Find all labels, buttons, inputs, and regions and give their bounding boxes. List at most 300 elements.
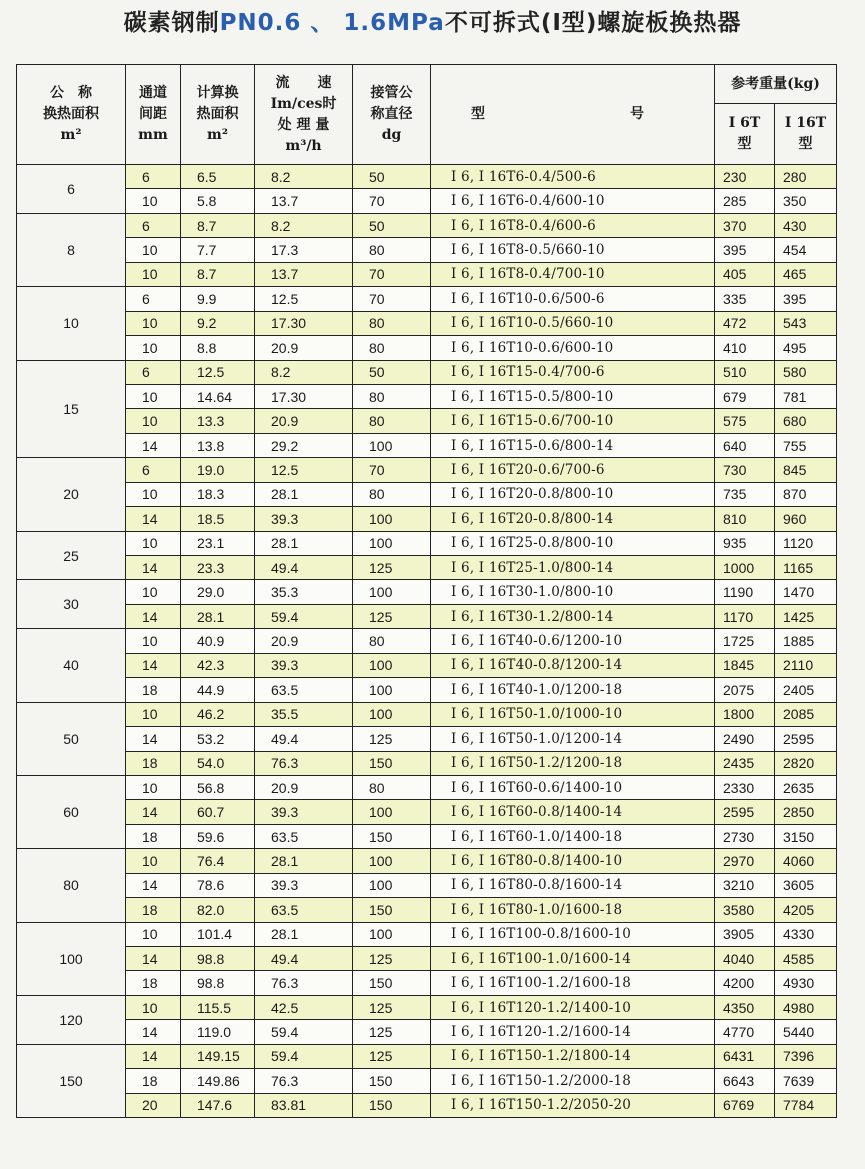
weight-16t-cell: 845 xyxy=(775,458,837,482)
flow-cell: 59.4 xyxy=(255,1020,353,1044)
flow-cell: 8.2 xyxy=(255,213,353,237)
model-cell: Ⅰ 6, Ⅰ 16T40-0.8/1200-14 xyxy=(431,653,715,677)
calc-area-cell: 8.8 xyxy=(181,336,255,360)
header-model: 型 号 xyxy=(431,65,715,165)
header-area: 公 称 换热面积 m² xyxy=(17,65,126,165)
area-group-cell: 60 xyxy=(17,775,126,848)
weight-16t-cell: 1470 xyxy=(775,580,837,604)
weight-16t-cell: 4980 xyxy=(775,995,837,1019)
calc-area-cell: 60.7 xyxy=(181,800,255,824)
weight-6t-cell: 4200 xyxy=(715,971,775,995)
flow-cell: 28.1 xyxy=(255,849,353,873)
model-cell: Ⅰ 6, Ⅰ 16T20-0.8/800-10 xyxy=(431,482,715,506)
gap-cell: 18 xyxy=(126,751,181,775)
weight-16t-cell: 4205 xyxy=(775,898,837,922)
model-cell: Ⅰ 6, Ⅰ 16T25-1.0/800-14 xyxy=(431,556,715,580)
area-group-cell: 8 xyxy=(17,213,126,286)
calc-area-cell: 28.1 xyxy=(181,604,255,628)
table-row xyxy=(17,433,837,457)
flow-cell: 35.3 xyxy=(255,580,353,604)
table-row xyxy=(17,287,837,311)
model-cell: Ⅰ 6, Ⅰ 16T120-1.2/1400-10 xyxy=(431,995,715,1019)
table-row xyxy=(17,775,837,799)
table-row xyxy=(17,995,837,1019)
flow-cell: 42.5 xyxy=(255,995,353,1019)
table-row xyxy=(17,311,837,335)
model-cell: Ⅰ 6, Ⅰ 16T8-0.5/660-10 xyxy=(431,238,715,262)
calc-area-cell: 14.64 xyxy=(181,384,255,408)
gap-cell: 10 xyxy=(126,995,181,1019)
weight-16t-cell: 755 xyxy=(775,433,837,457)
table-row xyxy=(17,898,837,922)
gap-cell: 14 xyxy=(126,507,181,531)
calc-area-cell: 13.3 xyxy=(181,409,255,433)
table-row xyxy=(17,238,837,262)
weight-6t-cell: 405 xyxy=(715,262,775,286)
model-cell: Ⅰ 6, Ⅰ 16T15-0.6/800-14 xyxy=(431,433,715,457)
calc-area-cell: 76.4 xyxy=(181,849,255,873)
weight-16t-cell: 2110 xyxy=(775,653,837,677)
weight-16t-cell: 4930 xyxy=(775,971,837,995)
pipe-diameter-cell: 100 xyxy=(353,702,431,726)
pipe-diameter-cell: 100 xyxy=(353,800,431,824)
weight-6t-cell: 1800 xyxy=(715,702,775,726)
calc-area-cell: 8.7 xyxy=(181,262,255,286)
table-row xyxy=(17,947,837,971)
flow-cell: 20.9 xyxy=(255,336,353,360)
weight-6t-cell: 1725 xyxy=(715,629,775,653)
model-cell: Ⅰ 6, Ⅰ 16T100-1.0/1600-14 xyxy=(431,947,715,971)
model-cell: Ⅰ 6, Ⅰ 16T30-1.2/800-14 xyxy=(431,604,715,628)
spec-table xyxy=(16,64,837,1118)
pipe-diameter-cell: 80 xyxy=(353,775,431,799)
gap-cell: 14 xyxy=(126,727,181,751)
weight-6t-cell: 6769 xyxy=(715,1093,775,1117)
weight-16t-cell: 1425 xyxy=(775,604,837,628)
flow-cell: 12.5 xyxy=(255,287,353,311)
table-row xyxy=(17,1069,837,1093)
flow-cell: 13.7 xyxy=(255,262,353,286)
model-cell: Ⅰ 6, Ⅰ 16T8-0.4/700-10 xyxy=(431,262,715,286)
model-cell: Ⅰ 6, Ⅰ 16T80-1.0/1600-18 xyxy=(431,898,715,922)
model-cell: Ⅰ 6, Ⅰ 16T10-0.6/600-10 xyxy=(431,336,715,360)
weight-16t-cell: 1165 xyxy=(775,556,837,580)
gap-cell: 18 xyxy=(126,971,181,995)
calc-area-cell: 23.1 xyxy=(181,531,255,555)
calc-area-cell: 115.5 xyxy=(181,995,255,1019)
gap-cell: 6 xyxy=(126,458,181,482)
weight-6t-cell: 2730 xyxy=(715,824,775,848)
table-row xyxy=(17,189,837,213)
weight-6t-cell: 395 xyxy=(715,238,775,262)
weight-6t-cell: 2970 xyxy=(715,849,775,873)
weight-16t-cell: 430 xyxy=(775,213,837,237)
model-cell: Ⅰ 6, Ⅰ 16T50-1.2/1200-18 xyxy=(431,751,715,775)
calc-area-cell: 9.2 xyxy=(181,311,255,335)
area-group-cell: 40 xyxy=(17,629,126,702)
pipe-diameter-cell: 150 xyxy=(353,751,431,775)
weight-6t-cell: 1000 xyxy=(715,556,775,580)
calc-area-cell: 147.6 xyxy=(181,1093,255,1117)
gap-cell: 10 xyxy=(126,409,181,433)
table-row xyxy=(17,824,837,848)
flow-cell: 8.2 xyxy=(255,360,353,384)
flow-cell: 63.5 xyxy=(255,898,353,922)
pipe-diameter-cell: 80 xyxy=(353,629,431,653)
area-group-cell: 20 xyxy=(17,458,126,531)
gap-cell: 18 xyxy=(126,824,181,848)
pipe-diameter-cell: 125 xyxy=(353,556,431,580)
pipe-diameter-cell: 125 xyxy=(353,604,431,628)
pipe-diameter-cell: 125 xyxy=(353,947,431,971)
weight-6t-cell: 2490 xyxy=(715,727,775,751)
model-cell: Ⅰ 6, Ⅰ 16T50-1.0/1200-14 xyxy=(431,727,715,751)
pipe-diameter-cell: 70 xyxy=(353,262,431,286)
flow-cell: 12.5 xyxy=(255,458,353,482)
weight-16t-cell: 465 xyxy=(775,262,837,286)
weight-16t-cell: 2850 xyxy=(775,800,837,824)
weight-6t-cell: 4040 xyxy=(715,947,775,971)
weight-6t-cell: 472 xyxy=(715,311,775,335)
weight-6t-cell: 3580 xyxy=(715,898,775,922)
gap-cell: 10 xyxy=(126,238,181,262)
weight-16t-cell: 1885 xyxy=(775,629,837,653)
calc-area-cell: 8.7 xyxy=(181,213,255,237)
weight-6t-cell: 730 xyxy=(715,458,775,482)
flow-cell: 59.4 xyxy=(255,604,353,628)
flow-cell: 28.1 xyxy=(255,531,353,555)
area-group-cell: 120 xyxy=(17,995,126,1044)
title-pressure: PN0.6 、 1.6MPa xyxy=(219,10,445,36)
table-row xyxy=(17,165,837,189)
weight-16t-cell: 781 xyxy=(775,384,837,408)
pipe-diameter-cell: 80 xyxy=(353,336,431,360)
weight-16t-cell: 350 xyxy=(775,189,837,213)
pipe-diameter-cell: 50 xyxy=(353,360,431,384)
table-row xyxy=(17,213,837,237)
flow-cell: 76.3 xyxy=(255,1069,353,1093)
calc-area-cell: 13.8 xyxy=(181,433,255,457)
weight-6t-cell: 2435 xyxy=(715,751,775,775)
table-row xyxy=(17,580,837,604)
weight-16t-cell: 680 xyxy=(775,409,837,433)
gap-cell: 14 xyxy=(126,433,181,457)
table-row xyxy=(17,873,837,897)
weight-6t-cell: 4350 xyxy=(715,995,775,1019)
calc-area-cell: 29.0 xyxy=(181,580,255,604)
weight-16t-cell: 495 xyxy=(775,336,837,360)
calc-area-cell: 7.7 xyxy=(181,238,255,262)
header-weight-6t: Ⅰ 6T 型 xyxy=(715,104,775,165)
weight-16t-cell: 454 xyxy=(775,238,837,262)
weight-16t-cell: 3150 xyxy=(775,824,837,848)
model-cell: Ⅰ 6, Ⅰ 16T50-1.0/1000-10 xyxy=(431,702,715,726)
weight-16t-cell: 543 xyxy=(775,311,837,335)
gap-cell: 10 xyxy=(126,262,181,286)
gap-cell: 10 xyxy=(126,384,181,408)
calc-area-cell: 149.86 xyxy=(181,1069,255,1093)
flow-cell: 49.4 xyxy=(255,947,353,971)
flow-cell: 49.4 xyxy=(255,556,353,580)
weight-16t-cell: 7639 xyxy=(775,1069,837,1093)
table-row xyxy=(17,384,837,408)
calc-area-cell: 40.9 xyxy=(181,629,255,653)
flow-cell: 17.3 xyxy=(255,238,353,262)
gap-cell: 18 xyxy=(126,1069,181,1093)
calc-area-cell: 78.6 xyxy=(181,873,255,897)
weight-16t-cell: 960 xyxy=(775,507,837,531)
pipe-diameter-cell: 100 xyxy=(353,678,431,702)
header-weight-16t: Ⅰ 16T 型 xyxy=(775,104,837,165)
pipe-diameter-cell: 80 xyxy=(353,409,431,433)
weight-6t-cell: 4770 xyxy=(715,1020,775,1044)
table-row xyxy=(17,727,837,751)
pipe-diameter-cell: 100 xyxy=(353,922,431,946)
weight-6t-cell: 3210 xyxy=(715,873,775,897)
weight-6t-cell: 810 xyxy=(715,507,775,531)
flow-cell: 83.81 xyxy=(255,1093,353,1117)
flow-cell: 28.1 xyxy=(255,482,353,506)
weight-16t-cell: 3605 xyxy=(775,873,837,897)
gap-cell: 18 xyxy=(126,898,181,922)
flow-cell: 76.3 xyxy=(255,971,353,995)
model-cell: Ⅰ 6, Ⅰ 16T150-1.2/2050-20 xyxy=(431,1093,715,1117)
pipe-diameter-cell: 125 xyxy=(353,1020,431,1044)
table-row xyxy=(17,531,837,555)
table-row xyxy=(17,1093,837,1117)
model-cell: Ⅰ 6, Ⅰ 16T40-0.6/1200-10 xyxy=(431,629,715,653)
flow-cell: 49.4 xyxy=(255,727,353,751)
model-cell: Ⅰ 6, Ⅰ 16T15-0.5/800-10 xyxy=(431,384,715,408)
pipe-diameter-cell: 100 xyxy=(353,507,431,531)
gap-cell: 14 xyxy=(126,800,181,824)
gap-cell: 20 xyxy=(126,1093,181,1117)
weight-16t-cell: 4585 xyxy=(775,947,837,971)
flow-cell: 35.5 xyxy=(255,702,353,726)
model-cell: Ⅰ 6, Ⅰ 16T10-0.5/660-10 xyxy=(431,311,715,335)
model-cell: Ⅰ 6, Ⅰ 16T8-0.4/600-6 xyxy=(431,213,715,237)
flow-cell: 13.7 xyxy=(255,189,353,213)
flow-cell: 29.2 xyxy=(255,433,353,457)
weight-6t-cell: 335 xyxy=(715,287,775,311)
table-row xyxy=(17,971,837,995)
header-pipe: 接管公 称直径 dg xyxy=(353,65,431,165)
model-cell: Ⅰ 6, Ⅰ 16T100-1.2/1600-18 xyxy=(431,971,715,995)
flow-cell: 17.30 xyxy=(255,384,353,408)
flow-cell: 8.2 xyxy=(255,165,353,189)
flow-cell: 17.30 xyxy=(255,311,353,335)
gap-cell: 14 xyxy=(126,947,181,971)
weight-16t-cell: 2085 xyxy=(775,702,837,726)
pipe-diameter-cell: 125 xyxy=(353,1044,431,1068)
model-cell: Ⅰ 6, Ⅰ 16T25-0.8/800-10 xyxy=(431,531,715,555)
pipe-diameter-cell: 125 xyxy=(353,727,431,751)
pipe-diameter-cell: 70 xyxy=(353,458,431,482)
gap-cell: 10 xyxy=(126,775,181,799)
flow-cell: 28.1 xyxy=(255,922,353,946)
model-cell: Ⅰ 6, Ⅰ 16T20-0.6/700-6 xyxy=(431,458,715,482)
table-row xyxy=(17,336,837,360)
pipe-diameter-cell: 125 xyxy=(353,995,431,1019)
table-body xyxy=(17,165,837,1118)
pipe-diameter-cell: 100 xyxy=(353,849,431,873)
calc-area-cell: 18.3 xyxy=(181,482,255,506)
weight-16t-cell: 4060 xyxy=(775,849,837,873)
table-row xyxy=(17,507,837,531)
gap-cell: 10 xyxy=(126,336,181,360)
area-group-cell: 80 xyxy=(17,849,126,922)
flow-cell: 20.9 xyxy=(255,775,353,799)
flow-cell: 39.3 xyxy=(255,507,353,531)
title-type: 不可拆式(Ⅰ型)螺旋板换热器 xyxy=(444,10,742,36)
calc-area-cell: 18.5 xyxy=(181,507,255,531)
calc-area-cell: 56.8 xyxy=(181,775,255,799)
weight-16t-cell: 5440 xyxy=(775,1020,837,1044)
table-row xyxy=(17,458,837,482)
calc-area-cell: 59.6 xyxy=(181,824,255,848)
pipe-diameter-cell: 100 xyxy=(353,531,431,555)
weight-6t-cell: 6431 xyxy=(715,1044,775,1068)
gap-cell: 10 xyxy=(126,189,181,213)
weight-6t-cell: 575 xyxy=(715,409,775,433)
table-row xyxy=(17,482,837,506)
table-row xyxy=(17,751,837,775)
pipe-diameter-cell: 80 xyxy=(353,238,431,262)
table-row xyxy=(17,604,837,628)
calc-area-cell: 19.0 xyxy=(181,458,255,482)
model-cell: Ⅰ 6, Ⅰ 16T60-1.0/1400-18 xyxy=(431,824,715,848)
weight-16t-cell: 2820 xyxy=(775,751,837,775)
calc-area-cell: 54.0 xyxy=(181,751,255,775)
gap-cell: 18 xyxy=(126,678,181,702)
calc-area-cell: 9.9 xyxy=(181,287,255,311)
flow-cell: 39.3 xyxy=(255,653,353,677)
gap-cell: 14 xyxy=(126,873,181,897)
gap-cell: 10 xyxy=(126,702,181,726)
weight-6t-cell: 1845 xyxy=(715,653,775,677)
table-row xyxy=(17,678,837,702)
pipe-diameter-cell: 100 xyxy=(353,580,431,604)
weight-16t-cell: 870 xyxy=(775,482,837,506)
calc-area-cell: 82.0 xyxy=(181,898,255,922)
weight-6t-cell: 1170 xyxy=(715,604,775,628)
flow-cell: 63.5 xyxy=(255,678,353,702)
table-row xyxy=(17,556,837,580)
header-weight: 参考重量(kg) xyxy=(715,65,837,104)
gap-cell: 14 xyxy=(126,1020,181,1044)
area-group-cell: 10 xyxy=(17,287,126,360)
weight-6t-cell: 3905 xyxy=(715,922,775,946)
calc-area-cell: 119.0 xyxy=(181,1020,255,1044)
weight-16t-cell: 2595 xyxy=(775,727,837,751)
header-gap: 通道 间距 mm xyxy=(126,65,181,165)
pipe-diameter-cell: 100 xyxy=(353,653,431,677)
gap-cell: 6 xyxy=(126,287,181,311)
model-cell: Ⅰ 6, Ⅰ 16T60-0.8/1400-14 xyxy=(431,800,715,824)
gap-cell: 14 xyxy=(126,556,181,580)
model-cell: Ⅰ 6, Ⅰ 16T60-0.6/1400-10 xyxy=(431,775,715,799)
gap-cell: 6 xyxy=(126,213,181,237)
pipe-diameter-cell: 150 xyxy=(353,824,431,848)
model-cell: Ⅰ 6, Ⅰ 16T10-0.6/500-6 xyxy=(431,287,715,311)
weight-6t-cell: 370 xyxy=(715,213,775,237)
pipe-diameter-cell: 70 xyxy=(353,189,431,213)
weight-16t-cell: 7396 xyxy=(775,1044,837,1068)
flow-cell: 76.3 xyxy=(255,751,353,775)
flow-cell: 39.3 xyxy=(255,873,353,897)
gap-cell: 10 xyxy=(126,629,181,653)
weight-6t-cell: 935 xyxy=(715,531,775,555)
weight-16t-cell: 4330 xyxy=(775,922,837,946)
weight-6t-cell: 2595 xyxy=(715,800,775,824)
table-row xyxy=(17,629,837,653)
weight-16t-cell: 2635 xyxy=(775,775,837,799)
model-cell: Ⅰ 6, Ⅰ 16T20-0.8/800-14 xyxy=(431,507,715,531)
pipe-diameter-cell: 80 xyxy=(353,311,431,335)
calc-area-cell: 44.9 xyxy=(181,678,255,702)
weight-16t-cell: 2405 xyxy=(775,678,837,702)
header-flow: 流 速 Im/ces时 处 理 量 m³/h xyxy=(255,65,353,165)
flow-cell: 39.3 xyxy=(255,800,353,824)
weight-6t-cell: 410 xyxy=(715,336,775,360)
model-cell: Ⅰ 6, Ⅰ 16T15-0.4/700-6 xyxy=(431,360,715,384)
model-cell: Ⅰ 6, Ⅰ 16T150-1.2/2000-18 xyxy=(431,1069,715,1093)
area-group-cell: 25 xyxy=(17,531,126,580)
model-cell: Ⅰ 6, Ⅰ 16T6-0.4/500-6 xyxy=(431,165,715,189)
pipe-diameter-cell: 50 xyxy=(353,165,431,189)
pipe-diameter-cell: 100 xyxy=(353,433,431,457)
title-material: 碳素钢制 xyxy=(123,10,220,36)
weight-6t-cell: 510 xyxy=(715,360,775,384)
area-group-cell: 15 xyxy=(17,360,126,458)
table-row xyxy=(17,922,837,946)
calc-area-cell: 12.5 xyxy=(181,360,255,384)
calc-area-cell: 23.3 xyxy=(181,556,255,580)
model-cell: Ⅰ 6, Ⅰ 16T80-0.8/1600-14 xyxy=(431,873,715,897)
flow-cell: 59.4 xyxy=(255,1044,353,1068)
flow-cell: 20.9 xyxy=(255,409,353,433)
area-group-cell: 50 xyxy=(17,702,126,775)
weight-16t-cell: 7784 xyxy=(775,1093,837,1117)
model-cell: Ⅰ 6, Ⅰ 16T100-0.8/1600-10 xyxy=(431,922,715,946)
table-row xyxy=(17,1020,837,1044)
model-cell: Ⅰ 6, Ⅰ 16T40-1.0/1200-18 xyxy=(431,678,715,702)
table-row xyxy=(17,849,837,873)
weight-16t-cell: 395 xyxy=(775,287,837,311)
calc-area-cell: 42.3 xyxy=(181,653,255,677)
weight-16t-cell: 280 xyxy=(775,165,837,189)
model-cell: Ⅰ 6, Ⅰ 16T30-1.0/800-10 xyxy=(431,580,715,604)
gap-cell: 14 xyxy=(126,1044,181,1068)
area-group-cell: 30 xyxy=(17,580,126,629)
table-row xyxy=(17,1044,837,1068)
gap-cell: 14 xyxy=(126,604,181,628)
table-row xyxy=(17,800,837,824)
weight-6t-cell: 640 xyxy=(715,433,775,457)
weight-6t-cell: 6643 xyxy=(715,1069,775,1093)
gap-cell: 10 xyxy=(126,531,181,555)
weight-16t-cell: 1120 xyxy=(775,531,837,555)
calc-area-cell: 53.2 xyxy=(181,727,255,751)
pipe-diameter-cell: 150 xyxy=(353,1069,431,1093)
weight-6t-cell: 2330 xyxy=(715,775,775,799)
calc-area-cell: 46.2 xyxy=(181,702,255,726)
flow-cell: 20.9 xyxy=(255,629,353,653)
model-cell: Ⅰ 6, Ⅰ 16T6-0.4/600-10 xyxy=(431,189,715,213)
table-row xyxy=(17,702,837,726)
model-cell: Ⅰ 6, Ⅰ 16T150-1.2/1800-14 xyxy=(431,1044,715,1068)
pipe-diameter-cell: 150 xyxy=(353,898,431,922)
